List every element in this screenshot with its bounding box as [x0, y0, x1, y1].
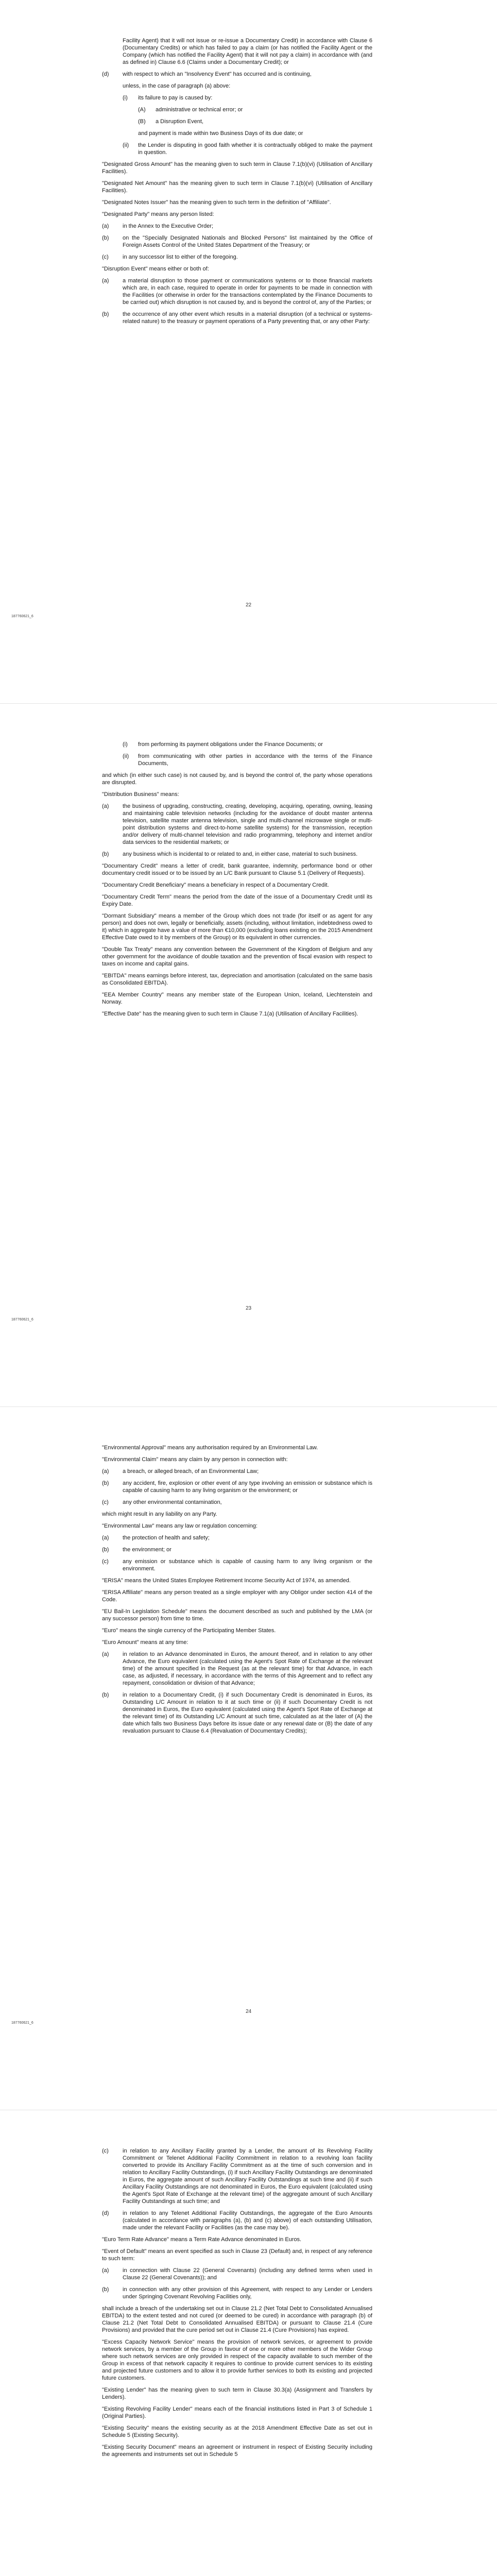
definition: "Designated Gross Amount" has the meaning given to such term in Clause 7.1(b)(vi) (Utilisation of Ancillary Facilities).: [102, 161, 372, 175]
paragraph: and payment is made within two Business Days of its due date; or: [138, 130, 303, 137]
document-id: 187760621_6: [11, 2021, 33, 2025]
definition: "Euro Amount" means at any time:: [102, 1639, 188, 1646]
item-label: (c): [102, 2148, 109, 2154]
item-text: in relation to a Documentary Credit, (i) if such Documentary Credit is denominated in Euros, its Outstanding L/C Amount in relation to it at such time or (ii) if such Documentary Credit is not denominated in Euros, the Euro equivalent (calculated using the Agent's Spot Rate of Exchange at the relevant time) of its Outstanding L/C Amount at such time, calculated as at the later of (A) the date which falls two Business Days before its issue date or any renewal date or (B) the date of any revaluation pursuant to Clause 6.4 (Revaluation of Documentary Credits);: [123, 1692, 372, 1734]
definition: "Effective Date" has the meaning given to such term in Clause 7.1(a) (Utilisation of Ancillary Facilities).: [102, 1011, 358, 1017]
list-item: [102, 234, 372, 249]
list-item: [102, 106, 372, 113]
page-25: [0, 2110, 497, 2576]
document-id: 187760621_6: [11, 615, 33, 618]
item-label: (b): [102, 1547, 109, 1553]
list-item: [102, 1534, 372, 1541]
list-item: [102, 1480, 372, 1494]
list-item: [102, 1499, 372, 1506]
list-item: [102, 851, 372, 858]
item-text: administrative or technical error; or: [156, 107, 243, 113]
list-item: [102, 753, 372, 767]
item-label: (c): [102, 1558, 109, 1565]
item-label: (b): [102, 851, 109, 857]
item-text: a breach, or alleged breach, of an Environmental Law;: [123, 1468, 259, 1475]
document-id: 187760621_6: [11, 1318, 33, 1321]
item-text: its failure to pay is caused by:: [138, 95, 213, 101]
item-text: on the "Specially Designated Nationals and Blocked Persons" list maintained by the Office of Foreign Assets Control of the United States Department of the Treasury; or: [123, 235, 372, 248]
item-text: the environment; or: [123, 1547, 172, 1553]
definition: "Distribution Business" means:: [102, 791, 179, 798]
item-label: (b): [102, 1692, 109, 1698]
item-label: (a): [102, 1535, 109, 1541]
definition: "EU Bail-In Legislation Schedule" means the document described as such and published by the LMA (or any successor person) from time to time.: [102, 1608, 372, 1622]
list-item: [102, 94, 372, 101]
paragraph: which might result in any liability on any Party.: [102, 1511, 217, 1517]
item-label: (d): [102, 71, 109, 77]
page-22: [0, 0, 497, 703]
paragraph: Facility Agent) that it will not issue or re-issue a Documentary Credit) in accordance with Clause 6 (Documentary Credits) or which has failed to pay a claim (or has notified the Facility Agent or the Company (which has notified the Facility Agent) that it will not pay a claim) in accordance with (and as defined in) Clause 6.6 (Claims under a Documentary Credit); or: [123, 38, 372, 65]
list-item: [102, 277, 372, 306]
definition: "Disruption Event" means either or both of:: [102, 266, 209, 272]
definition: "Existing Revolving Facility Lender" means each of the financial institutions listed in Part 3 of Schedule 1 (Original Parties).: [102, 2406, 372, 2419]
item-label: (c): [102, 1499, 109, 1505]
list-item: [102, 2286, 372, 2300]
list-item: [102, 71, 372, 78]
item-text: in any successor list to either of the foregoing.: [123, 254, 238, 260]
definition: "Documentary Credit" means a letter of credit, bank guarantee, indemnity, performance bond or other documentary credit issued or to be issued by an L/C Bank pursuant to Clause 5.1 (Delivery of Requests).: [102, 863, 372, 876]
page-23-content: [102, 741, 372, 1022]
item-text: the occurrence of any other event which results in a material disruption (of a technical or systems-related nature) to the treasury or payment operations of a Party preventing that, or any other Party:: [123, 311, 372, 325]
item-label: (B): [138, 118, 146, 125]
definition: "EEA Member Country" means any member state of the European Union, Iceland, Liechtenstein and Norway.: [102, 992, 372, 1005]
item-label: (b): [102, 235, 109, 241]
definition: "Excess Capacity Network Service" means the provision of network services, or agreement to provide network services, by a member of the Group in favour of one or more other members of the Wider Group where such network services are only provided in respect of the capacity available to such member of the Group in excess of that network capacity it requires to continue to provide current services to its existing and projected future customers and to allow it to provide further services to both its existing and projected future customers.: [102, 2339, 372, 2381]
page-22-content: [102, 37, 372, 330]
page-24-content: [102, 1444, 372, 1739]
item-label: (d): [102, 2210, 109, 2216]
list-item: [102, 2267, 372, 2281]
item-text: the protection of health and safety;: [123, 1535, 210, 1541]
page-25-content: [102, 2147, 372, 2463]
page-number: 23: [245, 1306, 252, 1311]
item-label: (b): [102, 311, 109, 317]
item-text: any emission or substance which is capable of causing harm to any living organism or the environment.: [123, 1558, 372, 1572]
item-text: the business of upgrading, constructing, creating, developing, acquiring, operating, owning, leasing and maintaining cable television networks (including for the avoidance of doubt master antenna television, satellite master antenna television, single and multi-channel microwave single or multi-point distribution systems and direct-to-home satellite systems) for the transmission, reception and/or delivery of multi-channel television and radio programming, telephony and internet and/or data services to the residential markets; or: [123, 803, 372, 845]
item-text: a Disruption Event,: [156, 118, 203, 125]
list-item: [102, 1468, 372, 1475]
item-text: from communicating with other parties in accordance with the terms of the Finance Documents,: [138, 753, 372, 767]
definition: "Dormant Subsidiary" means a member of the Group which does not trade (for itself or as agent for any person) and does not own, legally or beneficially, assets (including, without limitation, indebtedness owed to it) which in aggregate have a value of more than €10,000 (excluding loans existing on the 2015 Amendment Effective Date owed to it by members of the Group) or its equivalent in other currencies.: [102, 913, 372, 941]
list-item: [102, 253, 372, 261]
item-label: (ii): [123, 142, 129, 148]
item-label: (a): [102, 278, 109, 284]
list-item: [102, 1691, 372, 1735]
item-label: (ii): [123, 753, 129, 759]
definition: "ERISA" means the United States Employee Retirement Income Security Act of 1974, as amended.: [102, 1578, 351, 1584]
list-item: [102, 741, 372, 748]
item-text: in relation to any Ancillary Facility granted by a Lender, the amount of its Revolving Facility Commitment or Telenet Additional Facility Commitment in relation to a revolving loan facility converted to provide its Ancillary Facility Commitment as at the time of such conversion and in relation to Ancillary Facility Outstandings, (i) if such Ancillary Facility Outstandings are denominated in Euros, the aggregate amount of such Ancillary Facility Outstandings at such time and (ii) if such Ancillary Facility Outstandings are not denominated in Euros, the Euro equivalent (calculated using the Agent's Spot Rate of Exchange at the relevant time) of the aggregate amount of such Ancillary Facility Outstandings at such time; and: [123, 2148, 372, 2205]
definition: "Documentary Credit Beneficiary" means a beneficiary in respect of a Documentary Credit.: [102, 882, 329, 888]
item-label: (i): [123, 741, 128, 748]
definition: "ERISA Affiliate" means any person treated as a single employer with any Obligor under section 414 of the Code.: [102, 1589, 372, 1603]
definition: "Documentary Credit Term" means the period from the date of the issue of a Documentary Credit until its Expiry Date.: [102, 894, 372, 907]
definition: "Euro" means the single currency of the Participating Member States.: [102, 1628, 276, 1634]
page-24: [0, 1407, 497, 2110]
list-item: [102, 1558, 372, 1572]
paragraph: shall include a breach of the undertaking set out in Clause 21.2 (Net Total Debt to Consolidated Annualised EBITDA) to the extent tested and not cured (or deemed to be cured) in accordance with paragraph (b) of Clause 21.2 (Net Total Debt to Consolidated Annualised EBITDA) or pursuant to Clause 21.4 (Cure Provisions) and provided that the cure period set out in Clause 21.4 (Cure Provisions) has expired.: [102, 2306, 372, 2333]
list-item: [102, 223, 372, 230]
item-text: a material disruption to those payment or communications systems or to those financial markets which are, in each case, required to operate in order for payments to be made in connection with the Facilities (or otherwise in order for the transactions contemplated by the Finance Documents to be carried out) which disruption is not caused by, and is beyond the control of, any of the Parties; or: [123, 278, 372, 306]
page-number: 22: [245, 602, 252, 608]
definition: "Environmental Claim" means any claim by any person in connection with:: [102, 1456, 288, 1463]
list-item: [102, 118, 372, 125]
item-label: (c): [102, 254, 109, 260]
definition: "Double Tax Treaty" means any convention between the Government of the Kingdom of Belgium and any other government for the avoidance of double taxation and the prevention of fiscal evasion with respect to taxes on income and capital gains.: [102, 946, 372, 967]
definition: "Existing Lender" has the meaning given to such term in Clause 30.3(a) (Assignment and Transfers by Lenders).: [102, 2387, 372, 2400]
item-text: from performing its payment obligations under the Finance Documents; or: [138, 741, 323, 748]
item-text: in connection with any other provision of this Agreement, with respect to any Lender or Lenders under Springing Covenant Revolving Facilities only,: [123, 2286, 372, 2300]
page-23: [0, 704, 497, 1406]
item-text: in connection with Clause 22 (General Covenants) (including any defined terms when used in Clause 22 (General Covenants)); and: [123, 2267, 372, 2281]
list-item: [102, 311, 372, 325]
list-item: [102, 803, 372, 846]
item-label: (a): [102, 1468, 109, 1475]
definition: "Event of Default" means an event specified as such in Clause 23 (Default) and, in respect of any reference to such term:: [102, 2248, 372, 2262]
item-text: in relation to an Advance denominated in Euros, the amount thereof, and in relation to any other Advance, the Euro equivalent (calculated using the Agent's Spot Rate of Exchange at the relevant time) of the amount specified in the Request (as at the relevant time) for that Advance, in each case, as adjusted, if necessary, in accordance with the terms of this Agreement and to reflect any repayment, consolidation or division of that Advance;: [123, 1651, 372, 1686]
paragraph: unless, in the case of paragraph (a) above:: [123, 83, 231, 89]
definition: "Euro Term Rate Advance" means a Term Rate Advance denominated in Euros.: [102, 2236, 302, 2243]
item-label: (b): [102, 2286, 109, 2293]
definition: "Designated Party" means any person listed:: [102, 211, 214, 217]
item-text: any business which is incidental to or related to and, in either case, material to such business.: [123, 851, 358, 857]
list-item: [102, 1651, 372, 1687]
definition: "Designated Net Amount" has the meaning given to such term in Clause 7.1(b)(vi) (Utilisation of Ancillary Facilities).: [102, 180, 372, 194]
definition: "Designated Notes Issuer" has the meaning given to such term in the definition of "Affiliate".: [102, 199, 331, 206]
list-item: [102, 1546, 372, 1553]
list-item: [102, 2147, 372, 2205]
definition: "Existing Security Document" means an agreement or instrument in respect of Existing Security including the agreements and instruments set out in Schedule 5: [102, 2444, 372, 2458]
item-text: any other environmental contamination,: [123, 1499, 222, 1505]
list-item: [102, 2210, 372, 2231]
definition: "Environmental Approval" means any authorisation required by an Environmental Law.: [102, 1445, 318, 1451]
definition: "EBITDA" means earnings before interest, tax, depreciation and amortisation (calculated on the same basis as Consolidated EBITDA).: [102, 973, 372, 986]
item-text: in relation to any Telenet Additional Facility Outstandings, the aggregate of the Euro Amounts (calculated in accordance with paragraphs (a), (b) and (c) above) of each outstanding Utilisation, made under the relevant Facility or Facilities (as the case may be).: [123, 2210, 372, 2231]
item-label: (i): [123, 95, 128, 101]
definition: "Existing Security" means the existing security as at the 2018 Amendment Effective Date as set out in Schedule 5 (Existing Security).: [102, 2425, 372, 2438]
paragraph: and which (in either such case) is not caused by, and is beyond the control of, the party whose operations are disrupted.: [102, 772, 372, 786]
item-label: (b): [102, 1480, 109, 1486]
item-label: (A): [138, 107, 146, 113]
item-label: (a): [102, 2267, 109, 2274]
definition: "Environmental Law" means any law or regulation concerning:: [102, 1523, 258, 1529]
item-label: (a): [102, 803, 109, 809]
item-text: in the Annex to the Executive Order;: [123, 223, 214, 229]
item-label: (a): [102, 223, 109, 229]
item-text: any accident, fire, explosion or other event of any type involving an emission or substance which is capable of causing harm to any living organism or the environment; or: [123, 1480, 372, 1494]
item-label: (a): [102, 1651, 109, 1657]
page-number: 24: [245, 2009, 252, 2014]
item-text: the Lender is disputing in good faith whether it is contractually obliged to make the payment in question.: [138, 142, 372, 156]
list-item: [102, 142, 372, 156]
item-text: with respect to which an "Insolvency Event" has occurred and is continuing,: [123, 71, 312, 77]
